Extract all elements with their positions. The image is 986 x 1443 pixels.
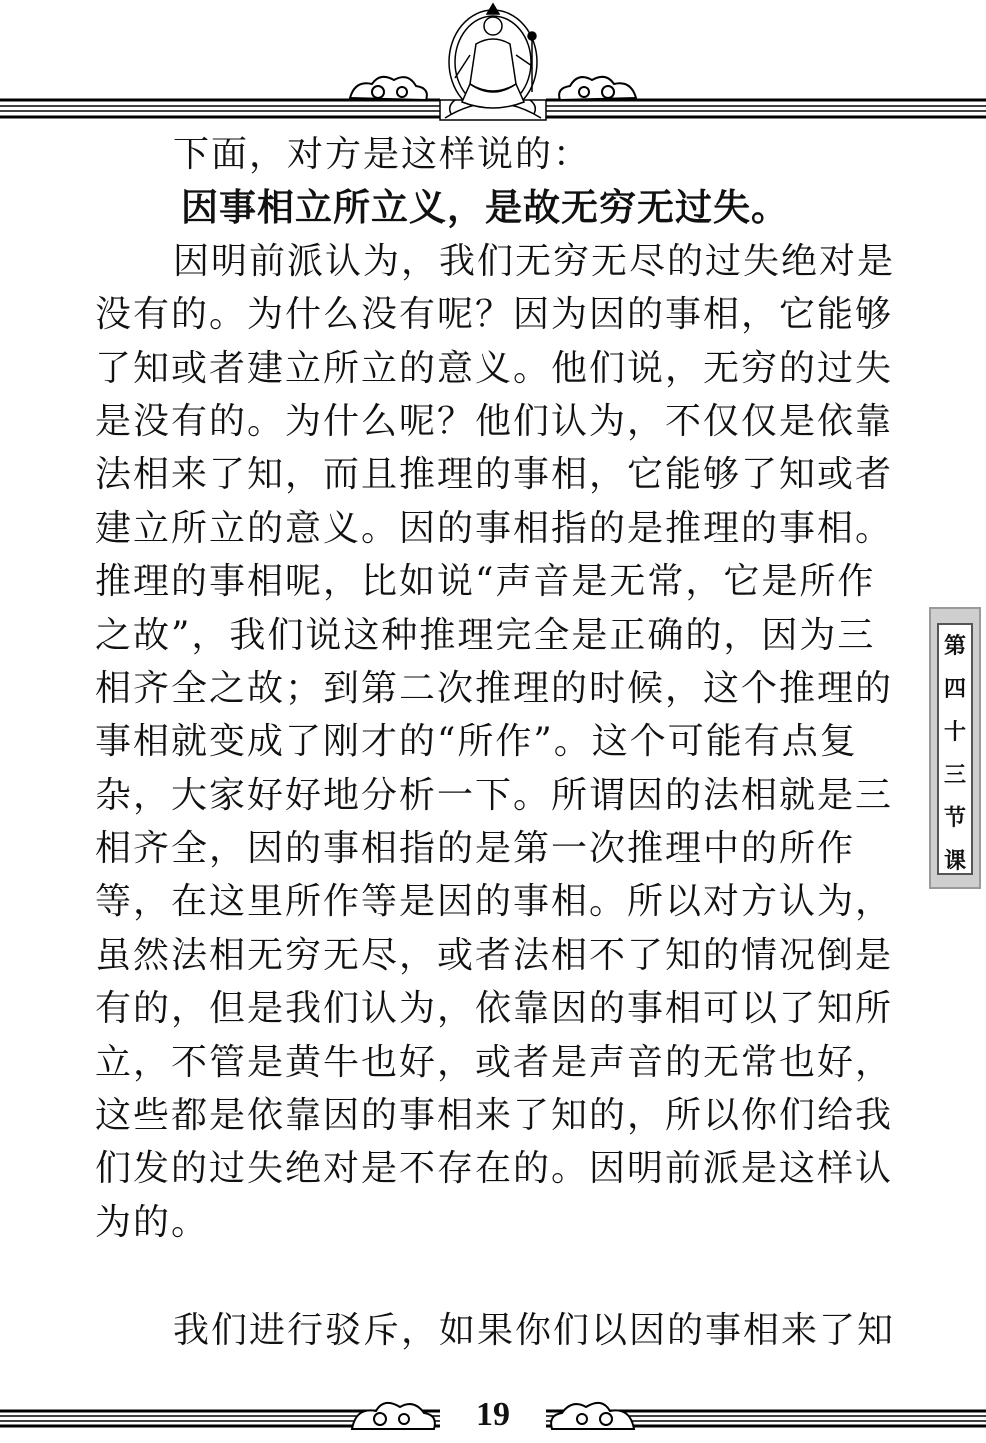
lesson-side-tab bbox=[929, 607, 981, 889]
paragraph-line: 推理的事相呢，比如说“声音是无常，它是所作 bbox=[95, 561, 876, 603]
padmasambhava-figure-icon bbox=[440, 4, 546, 120]
tab-char: 课 bbox=[943, 848, 966, 874]
tab-char: 第 bbox=[943, 633, 966, 659]
page-header-ornament bbox=[0, 0, 986, 125]
paragraph-line: 这些都是依靠因的事相来了知的，所以你们给我 bbox=[95, 1095, 894, 1137]
paragraph-line: 事相就变成了刚才的“所作”。这个可能有点复 bbox=[95, 721, 858, 763]
paragraph-line: 了知或者建立所立的意义。他们说，无穷的过失 bbox=[95, 347, 894, 389]
paragraph-line: 没有的。为什么没有呢？因为因的事相，它能够 bbox=[95, 294, 894, 336]
paragraph-line: 有的，但是我们认为，依靠因的事相可以了知所 bbox=[95, 988, 894, 1030]
paragraph-line: 等，在这里所作等是因的事相。所以对方认为， bbox=[95, 881, 894, 923]
paragraph-line: 为的。 bbox=[95, 1201, 210, 1243]
paragraph-line: 虽然法相无穷无尽，或者法相不了知的情况倒是 bbox=[95, 934, 894, 976]
paragraph-line: 因明前派认为，我们无穷无尽的过失绝对是 bbox=[173, 240, 896, 282]
paragraph-line: 相齐全，因的事相指的是第一次推理中的所作 bbox=[95, 828, 856, 870]
tab-char: 四 bbox=[943, 676, 966, 702]
lead-line: 下面，对方是这样说的： bbox=[173, 134, 592, 175]
page-number: 19 bbox=[476, 1396, 510, 1433]
paragraph-line: 们发的过失绝对是不存在的。因明前派是这样认 bbox=[95, 1148, 894, 1190]
paragraph-line: 法相来了知，而且推理的事相，它能够了知或者 bbox=[95, 454, 894, 496]
tab-char: 三 bbox=[943, 762, 966, 788]
verse-line: 因事相立所立义，是故无穷无过失。 bbox=[181, 186, 789, 230]
tab-char: 十 bbox=[943, 719, 966, 745]
paragraph-line: 之故”，我们说这种推理完全是正确的，因为三 bbox=[95, 614, 876, 656]
paragraph-line: 杂，大家好好地分析一下。所谓因的法相就是三 bbox=[95, 774, 894, 816]
paragraph-line: 建立所立的意义。因的事相指的是推理的事相。 bbox=[95, 507, 894, 549]
tab-char: 节 bbox=[943, 805, 966, 831]
paragraph-gap bbox=[95, 1249, 895, 1304]
lesson-side-tab-label bbox=[937, 623, 973, 875]
paragraph-line: 是没有的。为什么呢？他们认为，不仅仅是依靠 bbox=[95, 400, 894, 442]
closing-line: 我们进行驳斥，如果你们以因的事相来了知 bbox=[173, 1310, 896, 1352]
body-text bbox=[95, 128, 895, 1358]
paragraph-line: 相齐全之故；到第二次推理的时候，这个推理的 bbox=[95, 667, 894, 709]
paragraph-line: 立，不管是黄牛也好，或者是声音的无常也好， bbox=[95, 1041, 894, 1083]
